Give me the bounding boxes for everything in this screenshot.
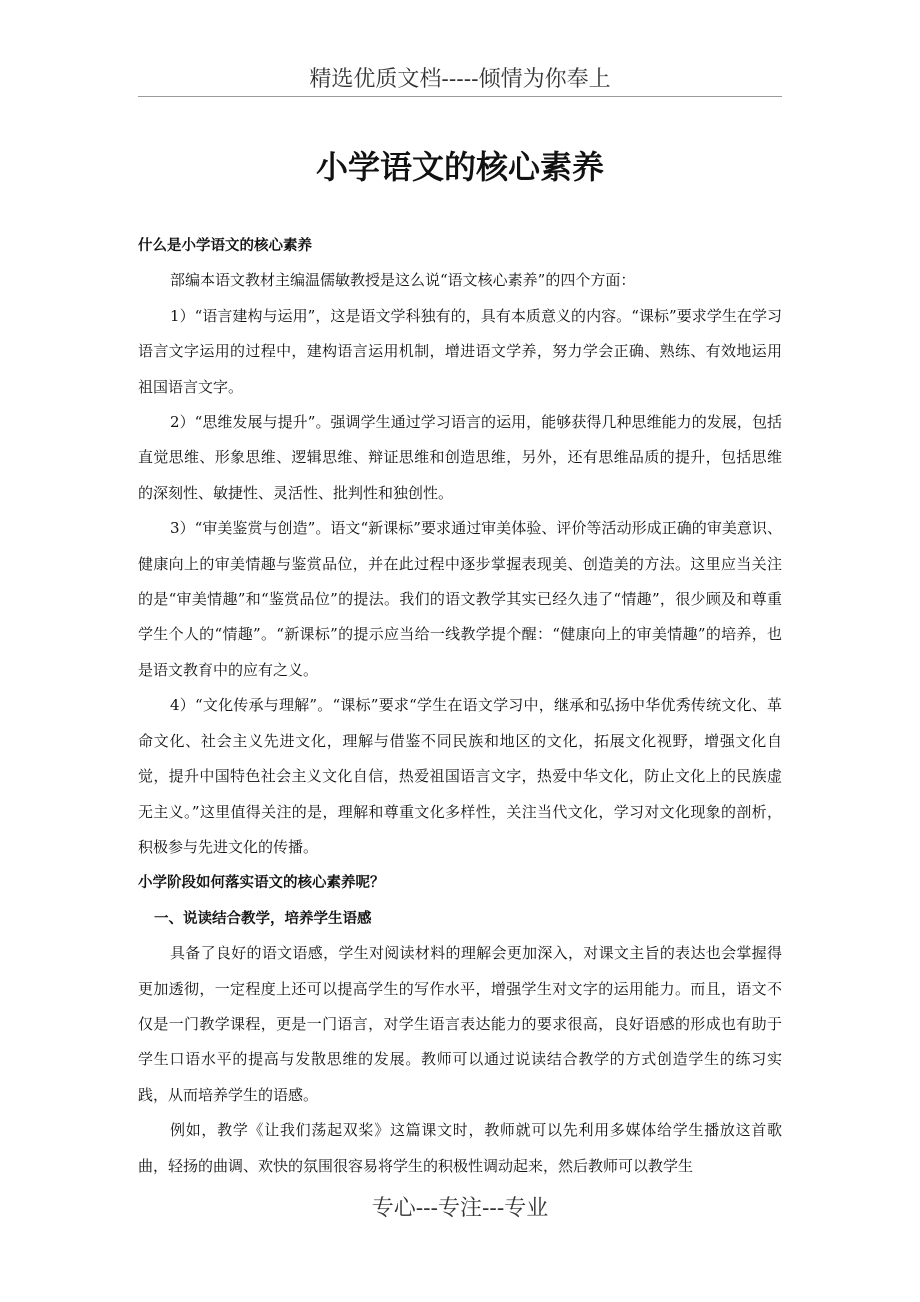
intro-paragraph: 部编本语文教材主编温儒敏教授是这么说“语文核心素养”的四个方面： xyxy=(170,271,636,290)
body-paragraph-1: 具备了良好的语文语感，学生对阅读材料的理解会更加深入，对课文主旨的表达也会掌握得更加透彻，一定程度上还可以提高学生的写作水平，增强学生对文字的运用能力。而且，语文不仅是一门教学课程，更是一门语言，对学生语言表达能力的要求很高，良好语感的形成也有助于学生口语水平的提高与发散思维的发展。教师可以通过说读结合教学的方式创造学生的练习实践，从而培养学生的语感。 xyxy=(138,944,782,1104)
section-heading: 什么是小学语文的核心素养 xyxy=(138,237,312,254)
document-body xyxy=(138,228,782,1184)
header-divider xyxy=(138,96,782,97)
body-paragraph-2: 例如，教学《让我们荡起双桨》这篇课文时，教师就可以先利用多媒体给学生播放这首歌曲，轻扬的曲调、欢快的氛围很容易将学生的积极性调动起来，然后教师可以教学生 xyxy=(138,1121,782,1175)
section-heading: 小学阶段如何落实语文的核心素养呢？ xyxy=(138,874,385,892)
point-paragraph-2: 2）“思维发展与提升”。强调学生通过学习语言的运用，能够获得几种思维能力的发展，包括直觉思维、形象思维、逻辑思维、辩证思维和创造思维，另外，还有思维品质的提升，包括思维的深刻性、敏捷性、灵活性、批判性和独创性。 xyxy=(138,413,782,502)
subsection-heading: 一、说读结合教学，培养学生语感 xyxy=(154,909,372,927)
point-paragraph-4: 4）“文化传承与理解”。“课标”要求“学生在语文学习中，继承和弘扬中华优秀传统文化、革命文化、社会主义先进文化，理解与借鉴不同民族和地区的文化，拓展文化视野，增强文化自觉，提升中国特色社会主义文化自信，热爱祖国语言文字，热爱中华文化，防止文化上的民族虚无主义。”这里值得关注的是，理解和尊重文化多样性，关注当代文化，学习对文化现象的剖析，积极参与先进文化的传播。 xyxy=(138,696,782,856)
page-footer: 专心---专注---专业 xyxy=(371,1196,549,1221)
page-header: 精选优质文档-----倾情为你奉上 xyxy=(309,67,611,92)
document-title: 小学语文的核心素养 xyxy=(315,148,604,186)
point-paragraph-1: 1）“语言建构与运用”，这是语文学科独有的，具有本质意义的内容。“课标”要求学生在学习语言文字运用的过程中，建构语言运用机制，增进语文学养，努力学会正确、熟练、有效地运用祖国语言文字。 xyxy=(138,306,782,396)
point-paragraph-3: 3）“审美鉴赏与创造”。语文“新课标”要求通过审美体验、评价等活动形成正确的审美意识、健康向上的审美情趣与鉴赏品位，并在此过程中逐步掌握表现美、创造美的方法。这里应当关注的是“审美情趣”和“鉴赏品位”的提法。我们的语文教学其实已经久违了“情趣”，很少顾及和尊重学生个人的“情趣”。“新课标”的提示应当给一线教学提个醒：“健康向上的审美情趣”的培养，也是语文教育中的应有之义。 xyxy=(138,519,782,679)
